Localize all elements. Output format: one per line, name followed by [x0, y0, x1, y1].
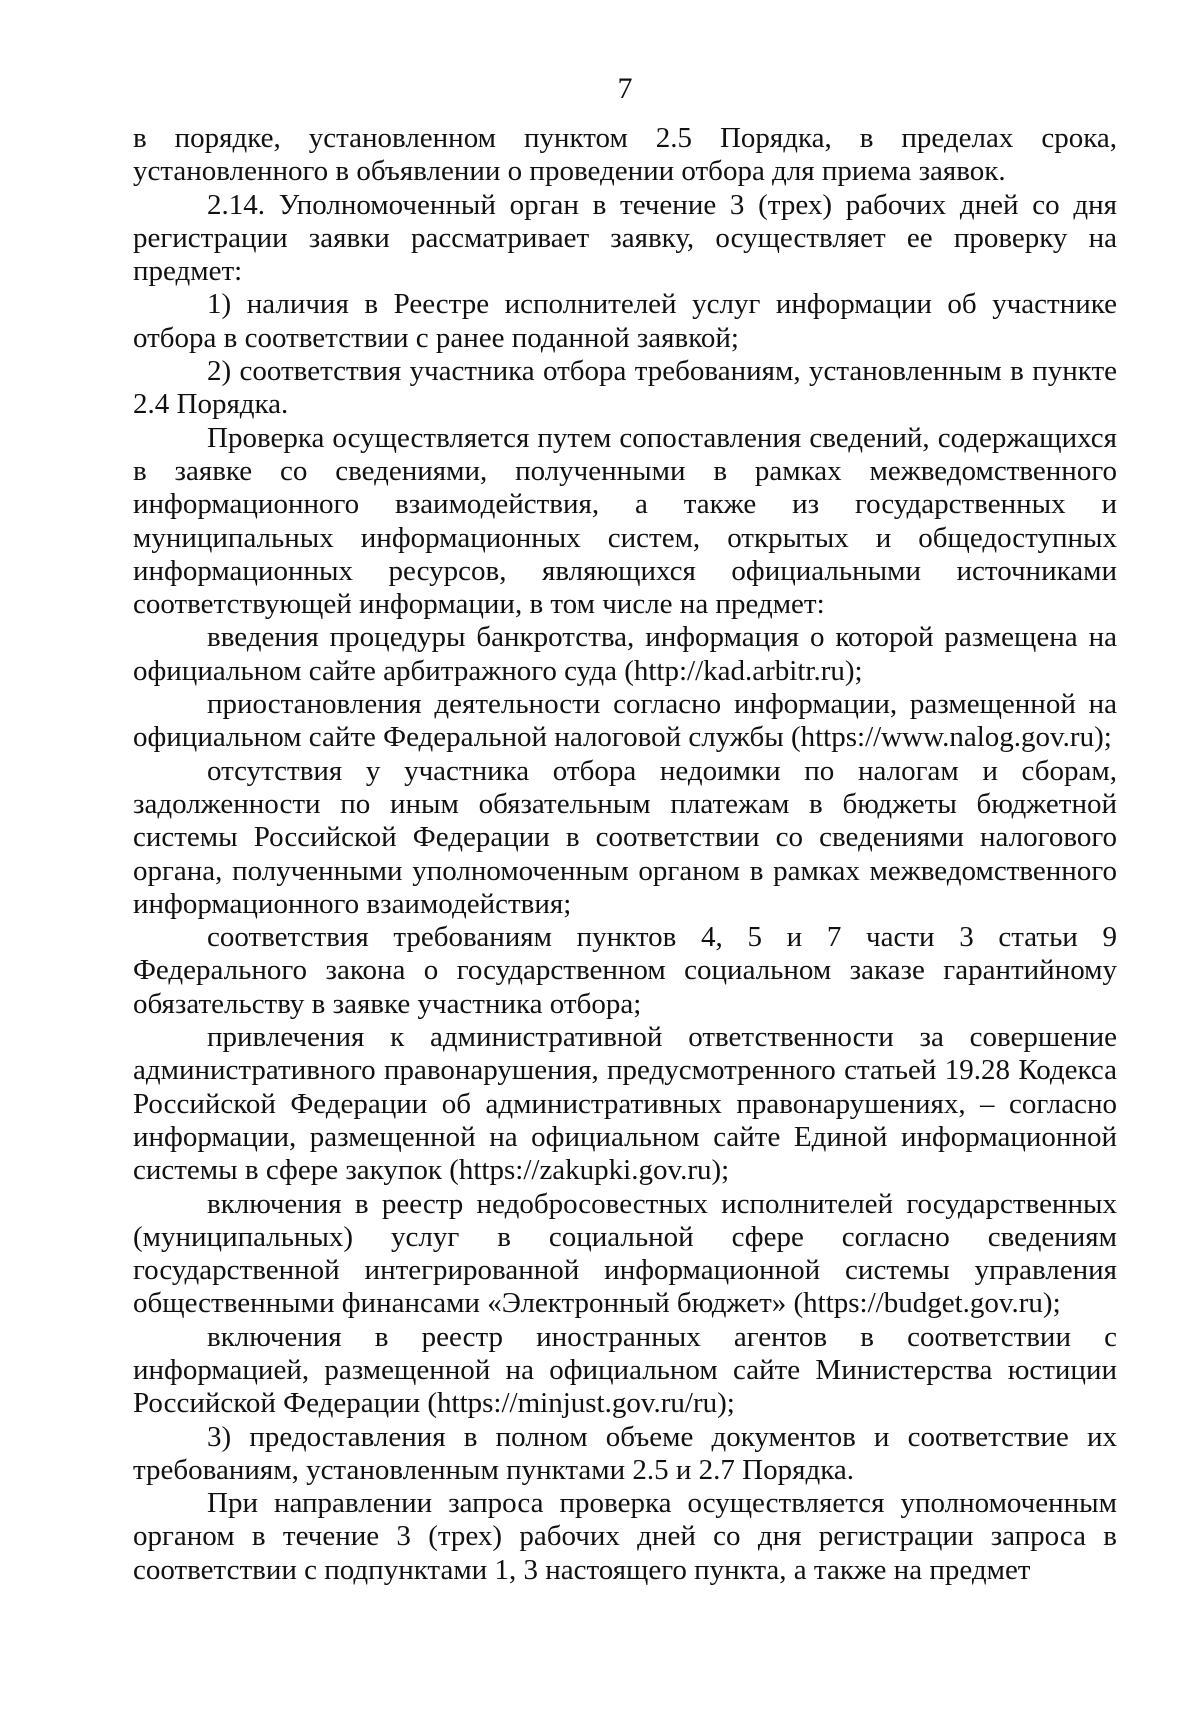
document-body — [133, 122, 1117, 1587]
list-item: приостановления деятельности согласно информации, размещенной на официальном сайте Федеральной налоговой службы (https://www.nalog.gov.ru); — [133, 688, 1117, 754]
page-number: 7 — [617, 72, 633, 105]
paragraph: При направлении запроса проверка осуществляется уполномоченным органом в течение 3 (трех) рабочих дней со дня регистрации запроса в соответствии с подпунктами 1, 3 настоящего пункта, а также на предмет — [133, 1487, 1117, 1586]
list-item: 3) предоставления в полном объеме документов и соответствие их требованиям, установленным пунктами 2.5 и 2.7 Порядка. — [133, 1420, 1117, 1486]
list-item: введения процедуры банкротства, информация о которой размещена на официальном сайте арбитражного суда (http://kad.arbitr.ru); — [133, 621, 1117, 687]
list-item: включения в реестр иностранных агентов в соответствии с информацией, размещенной на официальном сайте Министерства юстиции Российской Федерации (https://minjust.gov.ru/ru); — [133, 1320, 1117, 1420]
paragraph: в порядке, установленном пунктом 2.5 Порядка, в пределах срока, установленного в объявлении о проведении отбора для приема заявок. — [133, 122, 1117, 188]
list-item: привлечения к административной ответственности за совершение административного правонарушения, предусмотренного статьей 19.28 Кодекса Российской Федерации об административных правонарушениях, – согласно информации, размещенной на официальном сайте Единой информационной системы в сфере закупок (https://zakupki.gov.ru); — [133, 1021, 1117, 1187]
list-item: 1) наличия в Реестре исполнителей услуг информации об участнике отбора в соответствии с ранее поданной заявкой; — [133, 288, 1117, 354]
paragraph: 2.14. Уполномоченный орган в течение 3 (трех) рабочих дней со дня регистрации заявки рассматривает заявку, осуществляет ее проверку на предмет: — [133, 188, 1117, 288]
list-item: отсутствия у участника отбора недоимки по налогам и сборам, задолженности по иным обязательным платежам в бюджеты бюджетной системы Российской Федерации в соответствии со сведениями налогового органа, полученными уполномоченным органом в рамках межведомственного информационного взаимодействия; — [133, 754, 1117, 920]
list-item: включения в реестр недобросовестных исполнителей государственных (муниципальных) услуг в социальной сфере согласно сведениям государственной интегрированной информационной системы управления общественными финансами «Электронный бюджет» (https://budget.gov.ru); — [133, 1187, 1117, 1320]
list-item: 2) соответствия участника отбора требованиям, установленным в пункте 2.4 Порядка. — [133, 355, 1117, 421]
list-item: соответствия требованиям пунктов 4, 5 и 7 части 3 статьи 9 Федерального закона о государственном социальном заказе гарантийному обязательству в заявке участника отбора; — [133, 921, 1117, 1020]
paragraph: Проверка осуществляется путем сопоставления сведений, содержащихся в заявке со сведениями, полученными в рамках межведомственного информационного взаимодействия, а также из государственных и муниципальных информационных систем, открытых и общедоступных информационных ресурсов, являющихся официальными источниками соответствующей информации, в том числе на предмет: — [133, 421, 1117, 621]
